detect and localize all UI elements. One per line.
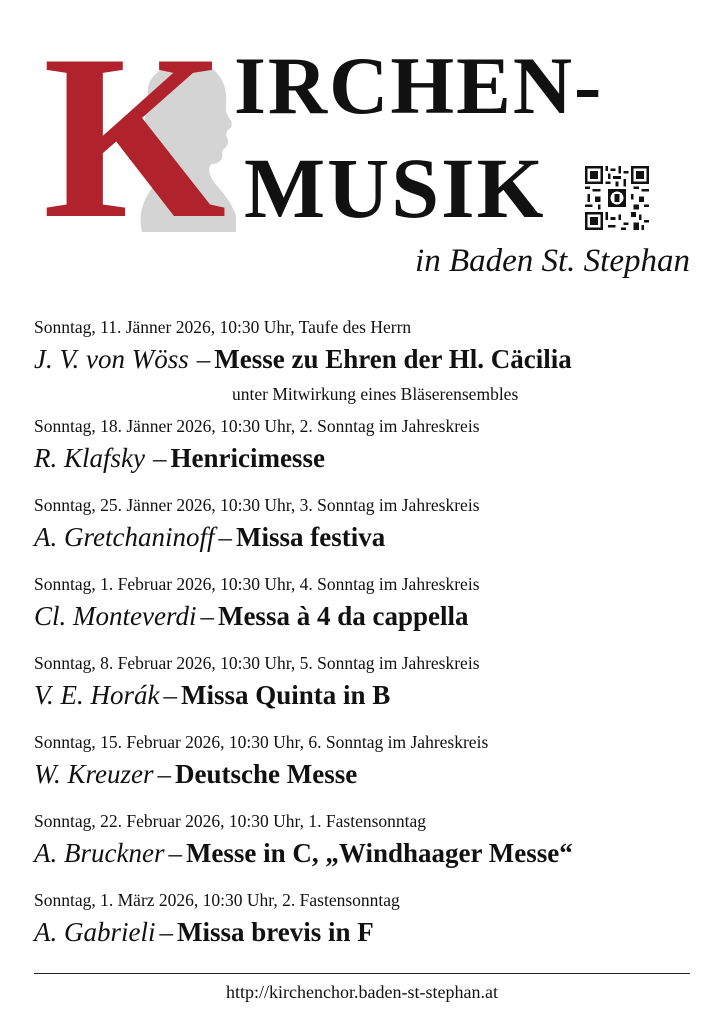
work-title: Messe in C, „Windhaager Messe“ xyxy=(185,838,573,868)
website-link[interactable]: http://kirchenchor.baden-st-stephan.at xyxy=(226,982,498,1002)
event-item xyxy=(34,889,694,956)
footer-divider xyxy=(34,973,690,974)
event-list xyxy=(34,316,694,968)
composer: J. V. von Wöss xyxy=(34,344,189,374)
title-line-2: MUSIK xyxy=(244,140,546,236)
event-item xyxy=(34,573,694,640)
event-date: Sonntag, 22. Februar 2026, 10:30 Uhr, 1. Fastensonntag xyxy=(34,811,427,831)
dash: – xyxy=(200,601,214,631)
event-piece xyxy=(34,913,694,956)
dash: – xyxy=(152,443,167,473)
event-item xyxy=(34,731,694,798)
composer: V. E. Horák xyxy=(34,680,160,710)
title-line-1: IRCHEN- xyxy=(234,40,604,131)
composer: Cl. Monteverdi xyxy=(34,601,197,631)
work-title: Missa Quinta in B xyxy=(181,680,391,710)
event-piece xyxy=(34,755,694,798)
event-piece xyxy=(34,676,694,719)
event-piece xyxy=(34,439,694,482)
event-date: Sonntag, 11. Jänner 2026, 10:30 Uhr, Taufe des Herrn xyxy=(34,317,412,337)
logo xyxy=(32,7,237,268)
event-date: Sonntag, 1. Februar 2026, 10:30 Uhr, 4. Sonntag im Jahreskreis xyxy=(34,574,480,594)
subtitle: in Baden St. Stephan xyxy=(415,243,690,279)
event-item xyxy=(34,810,694,877)
event-date: Sonntag, 25. Jänner 2026, 10:30 Uhr, 3. Sonntag im Jahreskreis xyxy=(34,495,480,515)
qr-code-icon[interactable] xyxy=(585,166,649,230)
composer: A. Gabrieli xyxy=(34,917,156,947)
logo-letter: K xyxy=(42,7,227,268)
event-note: unter Mitwirkung eines Bläserensembles xyxy=(232,384,519,404)
event-item xyxy=(34,316,694,405)
work-title: Missa festiva xyxy=(235,522,386,552)
work-title: Deutsche Messe xyxy=(175,759,358,789)
dash: – xyxy=(159,917,173,947)
event-piece xyxy=(34,834,694,877)
event-date: Sonntag, 15. Februar 2026, 10:30 Uhr, 6. Sonntag im Jahreskreis xyxy=(34,732,489,752)
composer: A. Bruckner xyxy=(34,838,165,868)
composer: W. Kreuzer xyxy=(34,759,154,789)
event-date: Sonntag, 8. Februar 2026, 10:30 Uhr, 5. Sonntag im Jahreskreis xyxy=(34,653,480,673)
event-item xyxy=(34,494,694,561)
event-piece xyxy=(34,597,694,640)
event-item xyxy=(34,415,694,482)
work-title: Messa à 4 da cappella xyxy=(217,601,469,631)
event-date: Sonntag, 1. März 2026, 10:30 Uhr, 2. Fastensonntag xyxy=(34,890,400,910)
dash: – xyxy=(168,838,182,868)
work-title: Messe zu Ehren der Hl. Cäcilia xyxy=(214,344,572,374)
work-title: Missa brevis in F xyxy=(177,917,374,947)
event-piece xyxy=(34,340,694,383)
composer: A. Gretchaninoff xyxy=(34,522,215,552)
dash: – xyxy=(218,522,232,552)
dash: – xyxy=(196,344,211,374)
event-item xyxy=(34,652,694,719)
event-date: Sonntag, 18. Jänner 2026, 10:30 Uhr, 2. Sonntag im Jahreskreis xyxy=(34,416,480,436)
dash: – xyxy=(157,759,172,789)
composer: R. Klafsky xyxy=(34,443,145,473)
event-piece xyxy=(34,518,694,561)
dash: – xyxy=(163,680,177,710)
work-title: Henricimesse xyxy=(170,443,325,473)
